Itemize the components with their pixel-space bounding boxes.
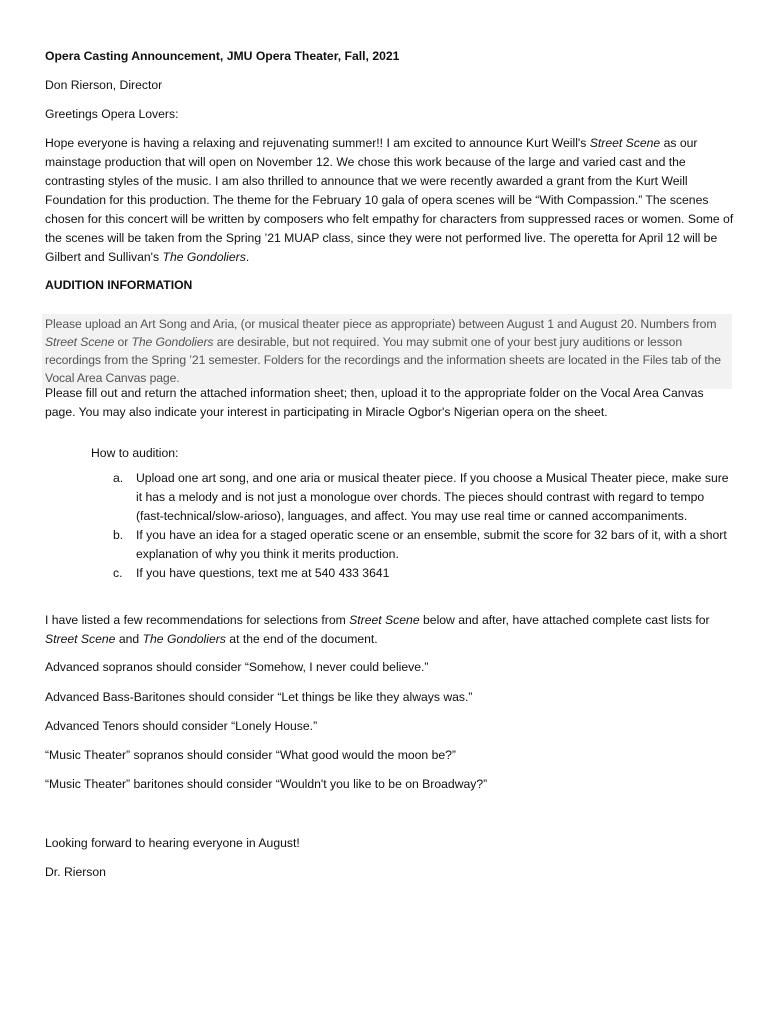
work-title: The Gondoliers [142, 632, 226, 646]
recommendation-bass-baritone: Advanced Bass-Baritones should consider “Let things be like they always was.” [45, 690, 473, 704]
work-title: Street Scene [589, 136, 661, 150]
audition-steps-list [0, 469, 735, 583]
greeting: Greetings Opera Lovers: [45, 107, 179, 121]
list-marker: c. [113, 566, 123, 580]
work-title: Street Scene [45, 335, 115, 350]
info-sheet-paragraph: Please fill out and return the attached information sheet; then, upload it to the appropriate folder on the Vocal Area Canvas page. You may also indicate your interest in participating in Miracle Ogbor's Nigerian opera on the sheet. [45, 386, 704, 419]
recommend-paragraph: I have listed a few recommendations for selections from Street Scene below and after, have attached complete cast lists for Street Scene and The Gondoliers at the end of the document. [45, 613, 710, 646]
recommendation-tenor: Advanced Tenors should consider “Lonely House.” [45, 719, 318, 733]
list-item: b. If you have an idea for a staged operatic scene or an ensemble, submit the score for 32 bars of it, with a short explanation of why you think it merits production. [113, 528, 727, 561]
how-to-heading: How to audition: [91, 446, 179, 461]
list-marker: a. [113, 471, 124, 485]
director-line: Don Rierson, Director [45, 78, 163, 92]
work-title: Street Scene [45, 632, 116, 646]
work-title: Street Scene [349, 613, 420, 627]
list-marker: b. [113, 528, 124, 542]
work-title: The Gondoliers [131, 335, 214, 350]
closing-line: Looking forward to hearing everyone in August! [45, 836, 300, 850]
document-title: Opera Casting Announcement, JMU Opera Theater, Fall, 2021 [45, 49, 400, 63]
recommendation-mt-soprano: “Music Theater” sopranos should consider “What good would the moon be?” [45, 748, 456, 762]
recommendation-soprano: Advanced sopranos should consider “Somehow, I never could believe.” [45, 660, 429, 674]
recommendation-mt-baritone: “Music Theater” baritones should consider “Wouldn't you like to be on Broadway?” [45, 777, 488, 791]
intro-paragraph: Hope everyone is having a relaxing and rejuvenating summer!! I am excited to announce Kurt Weill's Street Scene as our mainstage production that will open on November 12. We chose this work because of the large and varied cast and the contrasting styles of the music. I am also thrilled to announce that we were recently awarded a grant from the Kurt Weill Foundation for this production. The theme for the February 10 gala of opera scenes will be “With Compassion.” The scenes chosen for this concert will be written by composers who felt empathy for characters from suppressed races or women. Some of the scenes will be taken from the Spring ’21 MUAP class, since they were not performed live. The operetta for April 12 will be Gilbert and Sullivan's The Gondoliers. [45, 136, 734, 264]
audition-heading: AUDITION INFORMATION [45, 278, 193, 292]
work-title: The Gondoliers [162, 250, 246, 264]
list-item: a. Upload one art song, and one aria or musical theater piece. If you choose a Musical Theater piece, make sure it has a melody and is not just a monologue over chords. The pieces should contrast with regard to tempo (fast-technical/slow-arioso), languages, and affect. You may use real time or canned accompaniments. [113, 471, 729, 523]
list-item: c. If you have questions, text me at 540 433 3641 [0, 564, 735, 583]
signature: Dr. Rierson [45, 865, 106, 879]
audition-paragraph: Please upload an Art Song and Aria, (or musical theater piece as appropriate) between August 1 and August 20. Numbers from Street Scene or The Gondoliers are desirable, but not required. You may submit one of your best jury auditions or lesson recordings from the Spring ’21 semester. Folders for the recordings and the information sheets are located in the Files tab of the Vocal Area Canvas page. [42, 314, 732, 389]
